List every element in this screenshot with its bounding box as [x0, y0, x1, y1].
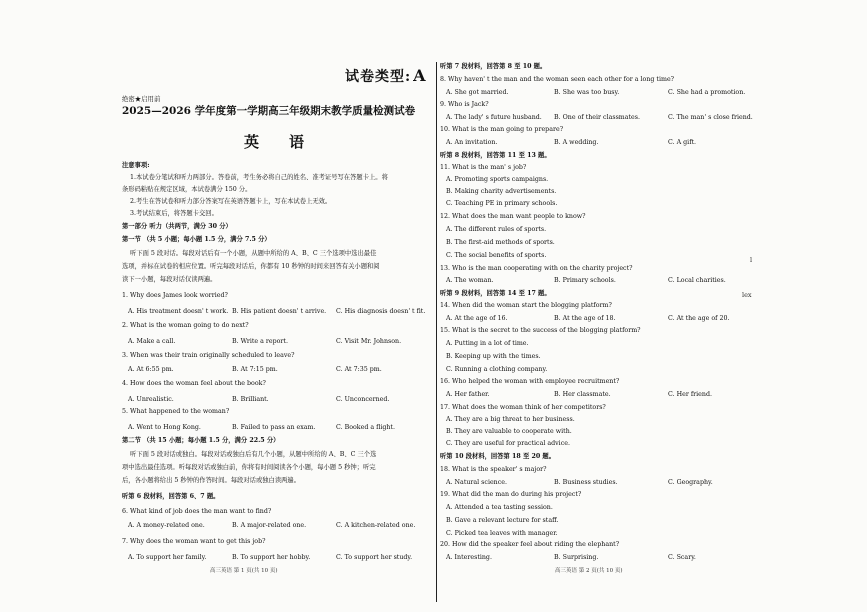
question-text: 19. What did the man do during his project?: [440, 491, 582, 498]
option-c: C. Running a clothing company.: [446, 366, 548, 373]
option-a: A. The lady' s future husband.: [446, 114, 542, 121]
option-b: B. A major-related one.: [232, 522, 307, 529]
material-heading: 听第 9 段材料，回答第 14 至 17 题。: [440, 290, 551, 297]
notice-heading: 注意事项:: [122, 162, 150, 169]
option-a: A. At the age of 16.: [446, 315, 508, 322]
margin-mark: lex: [742, 291, 752, 299]
option-b: B. One of their classmates.: [554, 114, 641, 121]
section1-instruction: 选项，并标在试卷的相应位置。听完每段对话后，你都有 10 秒钟的时间来回答有关小题和阅: [122, 263, 380, 270]
section2-instruction: 后，各小题将给出 5 秒钟的作答时间。每段对话或独白读两遍。: [122, 477, 301, 484]
question-text: 11. What is the man' s job?: [440, 164, 527, 171]
option-b: B. To support her hobby.: [232, 554, 311, 561]
option-c: C. Booked a flight.: [336, 424, 395, 431]
notice-item: 1.本试卷分笔试和听力两部分。答卷前，考生务必将自己的姓名、准考证号写在答题卡上。将: [130, 174, 388, 181]
page-footer-right: 高三英语 第 2 页(共 10 页): [555, 568, 623, 574]
section1-heading: 第一节 （共 5 小题；每小题 1.5 分，满分 7.5 分）: [122, 236, 271, 243]
material-heading: 听第 10 段材料，回答第 18 至 20 题。: [440, 453, 556, 460]
option-a: A. The woman.: [446, 277, 494, 284]
option-b: B. Keeping up with the times.: [446, 353, 541, 360]
option-b: B. Brilliant.: [232, 396, 269, 403]
question-text: 13. Who is the man cooperating with on the charity project?: [440, 265, 633, 272]
option-a: A. His treatment doesn' t work.: [128, 308, 229, 315]
section1-instruction: 读下一小题，每段对话仅读两遍。: [122, 276, 217, 283]
option-c: C. The social benefits of sports.: [446, 252, 547, 259]
option-a: A. Interesting.: [446, 554, 492, 561]
section2-heading: 第二节 （共 15 小题；每小题 1.5 分，满分 22.5 分）: [122, 437, 280, 444]
question-text: 3. When was their train originally scheduled to leave?: [122, 352, 295, 359]
page-footer-left: 高三英语 第 1 页(共 10 页): [210, 568, 278, 574]
option-a: A. Promoting sports campaigns.: [446, 176, 549, 183]
option-c: C. Geography.: [668, 479, 713, 486]
secret-label: 绝密★启用前: [122, 95, 161, 103]
section2-instruction: 听下面 5 段对话或独白。每段对话或独白后有几个小题，从题中所给的 A、B、C 三个选: [130, 451, 377, 458]
option-c: C. At the age of 20.: [668, 315, 730, 322]
part1-heading: 第一部分 听力（共两节，满分 30 分）: [122, 223, 232, 230]
option-c: C. Her friend.: [668, 391, 712, 398]
option-c: C. Unconcerned.: [336, 396, 390, 403]
material-heading: 听第 6 段材料，回答第 6、7 题。: [122, 493, 220, 500]
option-c: C. She had a promotion.: [668, 89, 746, 96]
column-divider: [436, 62, 437, 602]
option-a: A. Make a call.: [128, 338, 176, 345]
option-a: A. Attended a tea tasting session.: [446, 504, 553, 511]
option-a: A. They are a big threat to her business.: [446, 416, 575, 423]
option-a: A. Went to Hong Kong.: [128, 424, 201, 431]
question-text: 17. What does the woman think of her competitors?: [440, 404, 606, 411]
option-b: B. Failed to pass an exam.: [232, 424, 316, 431]
question-text: 7. Why does the woman want to get this job?: [122, 538, 266, 545]
option-b: B. Primary schools.: [554, 277, 616, 284]
option-b: B. Write a report.: [232, 338, 288, 345]
option-b: B. Gave a relevant lecture for staff.: [446, 517, 559, 524]
question-text: 8. Why haven' t the man and the woman seen each other for a long time?: [440, 76, 675, 83]
option-a: A. A money-related one.: [128, 522, 205, 529]
question-text: 16. Who helped the woman with employee recruitment?: [440, 378, 620, 385]
option-c: C. At 7:35 pm.: [336, 366, 382, 373]
option-c: C. Local charities.: [668, 277, 726, 284]
question-text: 12. What does the man want people to know?: [440, 213, 586, 220]
option-a: A. At 6:55 pm.: [128, 366, 174, 373]
option-a: A. To support her family.: [128, 554, 207, 561]
option-c: C. The man' s close friend.: [668, 114, 753, 121]
question-text: 18. What is the speaker' s major?: [440, 466, 547, 473]
option-c: C. A kitchen-related one.: [336, 522, 416, 529]
option-a: A. Unrealistic.: [128, 396, 174, 403]
question-text: 10. What is the man going to prepare?: [440, 126, 564, 133]
option-c: C. A gift.: [668, 139, 697, 146]
question-text: 20. How did the speaker feel about riding the elephant?: [440, 541, 620, 548]
notice-item: 2.考生在答试卷和听力部分答案写在英语答题卡上，写在本试卷上无效。: [130, 198, 332, 205]
question-text: 2. What is the woman going to do next?: [122, 322, 249, 329]
option-c: C. They are useful for practical advice.: [446, 440, 570, 447]
option-c: C. His diagnosis doesn' t fit.: [336, 308, 426, 315]
option-c: C. Teaching PE in primary schools.: [446, 200, 558, 207]
option-b: B. Surprising.: [554, 554, 599, 561]
subject-title: 英语: [244, 133, 335, 151]
exam-title: 2025—2026 学年度第一学期高三年级期末教学质量检测试卷: [122, 105, 416, 117]
option-c: C. Scary.: [668, 554, 696, 561]
option-b: B. At 7:15 pm.: [232, 366, 278, 373]
option-a: A. She got married.: [446, 89, 509, 96]
option-a: A. The different rules of sports.: [446, 226, 547, 233]
question-text: 6. What kind of job does the man want to find?: [122, 508, 272, 515]
option-c: C. To support her study.: [336, 554, 413, 561]
option-c: C. Picked tea leaves with manager.: [446, 530, 558, 537]
question-text: 1. Why does James look worried?: [122, 292, 228, 299]
material-heading: 听第 8 段材料，回答第 11 至 13 题。: [440, 152, 551, 159]
option-a: A. Her father.: [446, 391, 490, 398]
exam-type-label: [345, 66, 427, 86]
option-b: B. His patient doesn' t arrive.: [232, 308, 327, 315]
option-c: C. Visit Mr. Johnson.: [336, 338, 402, 345]
exam-type-text: 试卷类型:: [345, 69, 412, 85]
question-text: 9. Who is Jack?: [440, 101, 489, 108]
section1-instruction: 听下面 5 段对话。每段对话后有一个小题，从题中所给的 A、B、C 三个选项中选出最佳: [130, 250, 377, 257]
question-text: 4. How does the woman feel about the book?: [122, 380, 266, 387]
notice-item: 3.考试结束后，将答题卡交回。: [130, 210, 218, 217]
option-b: B. Her classmate.: [554, 391, 611, 398]
question-text: 14. When did the woman start the blogging platform?: [440, 302, 612, 309]
option-a: A. Natural science.: [446, 479, 507, 486]
option-a: A. Putting in a lot of time.: [446, 340, 529, 347]
option-b: B. At the age of 18.: [554, 315, 616, 322]
option-b: B. A wedding.: [554, 139, 599, 146]
option-b: B. Business studies.: [554, 479, 618, 486]
section2-instruction: 项中选出最佳选项。听每段对话或独白前，你将有时间阅读各个小题，每小题 5 秒钟；听完: [122, 464, 376, 471]
option-b: B. She was too busy.: [554, 89, 620, 96]
option-a: A. An invitation.: [446, 139, 498, 146]
margin-mark: l: [750, 256, 753, 264]
material-heading: 听第 7 段材料，回答第 8 至 10 题。: [440, 63, 547, 70]
option-b: B. They are valuable to cooperate with.: [446, 428, 572, 435]
notice-item: 条形码粘贴在规定区域，本试卷满分 150 分。: [122, 186, 252, 193]
question-text: 15. What is the secret to the success of the blogging platform?: [440, 327, 641, 334]
exam-type-letter: A: [413, 66, 427, 85]
question-text: 5. What happened to the woman?: [122, 408, 230, 415]
option-b: B. Making charity advertisements.: [446, 188, 557, 195]
option-b: B. The first-aid methods of sports.: [446, 239, 555, 246]
